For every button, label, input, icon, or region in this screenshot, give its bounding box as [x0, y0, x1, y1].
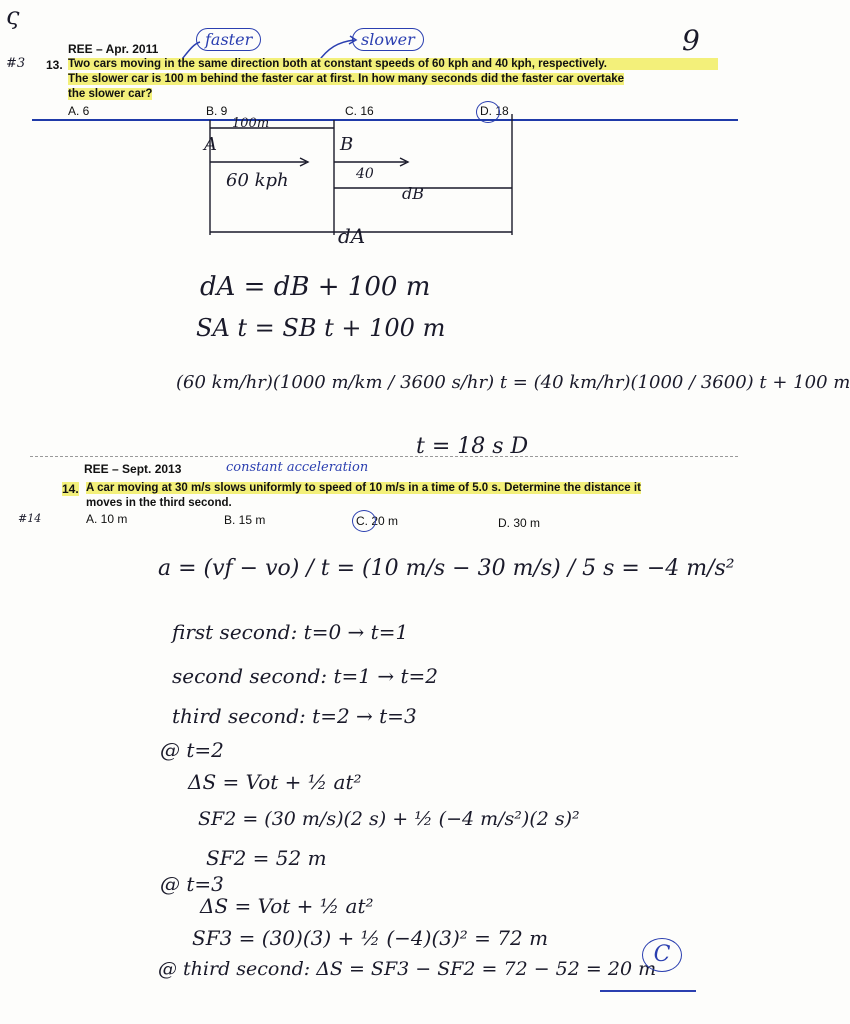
problem14-text-line1: A car moving at 30 m/s slows uniformly to speed of 10 m/s in a time of 5.0 s. Determine the distance it	[86, 482, 641, 494]
diagram-speed-b: 40	[356, 166, 374, 182]
work14-line6: ΔS = Vot + ½ at²	[188, 770, 362, 794]
choice-13b: B. 9	[206, 104, 228, 118]
work13-line1: dA = dB + 100 m	[200, 272, 431, 302]
work14-line8: SF2 = 52 m	[206, 846, 327, 870]
problem13-number: 13.	[46, 58, 63, 72]
problem14-number: 14.	[62, 482, 79, 496]
work13-answer: t = 18 s D	[416, 434, 529, 459]
work14-line11: SF3 = (30)(3) + ½ (−4)(3)² = 72 m	[192, 926, 549, 950]
choice-14c-circle	[352, 510, 376, 532]
note-faster: faster	[196, 28, 261, 51]
problem14-text-line2: moves in the third second.	[86, 497, 232, 509]
choice-13a: A. 6	[68, 104, 90, 118]
problem13-tag: #3	[6, 56, 26, 71]
note-slower: slower	[352, 28, 424, 51]
work14-line10: ΔS = Vot + ½ at²	[200, 894, 374, 918]
problem14-tag: #14	[18, 512, 42, 525]
answer-underline	[600, 990, 696, 992]
work14-line3: second second: t=1 → t=2	[172, 664, 439, 688]
work14-line9: @ t=3	[160, 872, 224, 896]
problem14-note: constant acceleration	[226, 460, 369, 475]
work14-line5: @ t=2	[160, 738, 224, 762]
diagram-distance-label: 100m	[232, 116, 270, 131]
choice-13d: D. 18	[480, 104, 509, 118]
choice-14b: B. 15 m	[224, 513, 266, 527]
diagram-dist-b: dB	[402, 184, 424, 203]
diagram-point-b: B	[340, 134, 354, 155]
work14-line2: first second: t=0 → t=1	[172, 620, 409, 644]
diagram-speed-a: 60 kph	[226, 170, 289, 191]
problem13-text-line1: Two cars moving in the same direction both at constant speeds of 60 kph and 40 kph, respectively.	[68, 58, 718, 70]
diagram-point-a: A	[204, 134, 217, 155]
problem13-source: REE – Apr. 2011	[68, 42, 159, 56]
work14-line4: third second: t=2 → t=3	[172, 704, 417, 728]
corner-mark: ς	[6, 2, 20, 30]
work13-line2: SA t = SB t + 100 m	[196, 314, 446, 342]
work13-line3: (60 km/hr)(1000 m/km / 3600 s/hr) t = (40 km/hr)(1000 / 3600) t + 100 m	[176, 372, 850, 393]
work14-line12: @ third second: ΔS = SF3 − SF2 = 72 − 52 = 20 m	[158, 958, 657, 980]
choice-14d: D. 30 m	[498, 516, 541, 530]
problem13-text-line3: the slower car?	[68, 88, 153, 100]
problem-divider	[30, 456, 738, 457]
choice-13c: C. 16	[345, 104, 374, 118]
problem14-source: REE – Sept. 2013	[84, 462, 182, 476]
diagram-dist-a: dA	[338, 224, 366, 248]
work14-answer-circle: C	[642, 938, 682, 972]
problem13-text-line2: The slower car is 100 m behind the faster car at first. In how many seconds did the faster car overtake	[68, 73, 625, 85]
work14-line1: a = (vf − vo) / t = (10 m/s − 30 m/s) / 5 s = −4 m/s²	[158, 556, 735, 581]
page-number: 9	[682, 24, 700, 57]
work14-line7: SF2 = (30 m/s)(2 s) + ½ (−4 m/s²)(2 s)²	[198, 808, 580, 830]
choice-14a: A. 10 m	[86, 512, 128, 526]
choice-14c: C. 20 m	[356, 514, 399, 528]
